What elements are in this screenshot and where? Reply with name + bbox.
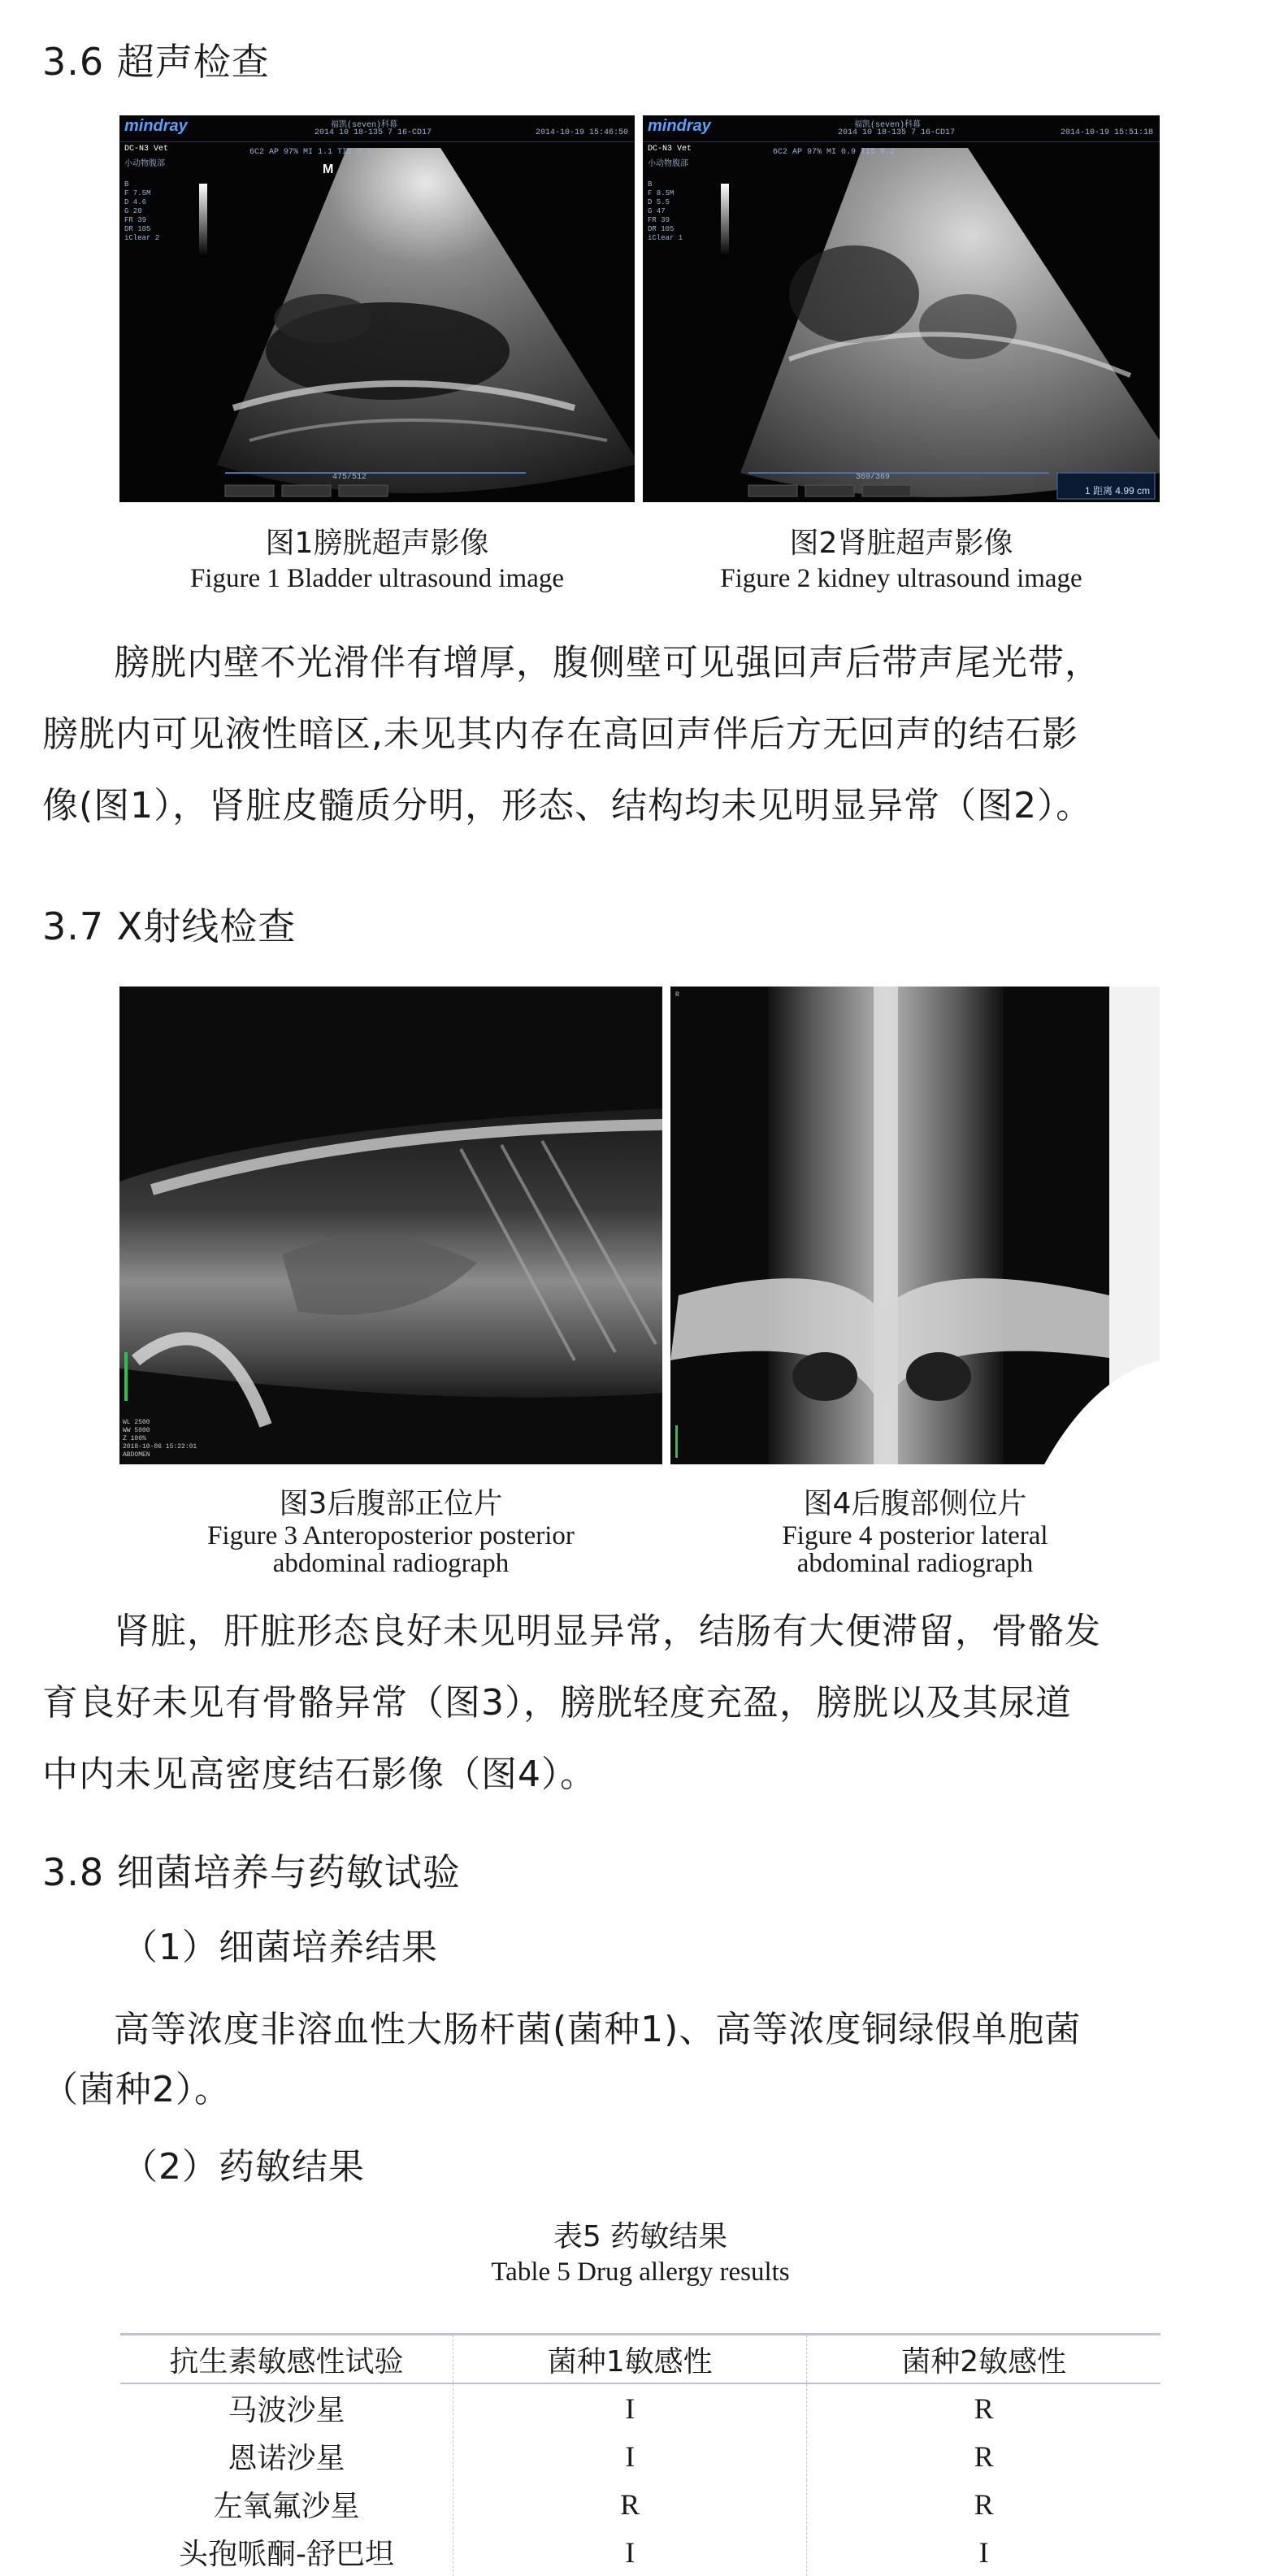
table-header-row bbox=[120, 2335, 1160, 2384]
figure-4-caption-en-line2: abdominal radiograph bbox=[796, 1549, 1034, 1578]
grayscale-bar bbox=[721, 184, 729, 257]
ultrasound-scan-graphic bbox=[119, 115, 635, 502]
strain2-sensitivity-cell: R bbox=[807, 2480, 1160, 2528]
ultrasound-frame-counter: 475/512 bbox=[332, 473, 367, 482]
figure-4-caption-zh: 图4后腹部侧位片 bbox=[803, 1487, 1027, 1520]
ultrasound-datetime: 2014-10-19 15:46:50 bbox=[535, 128, 628, 137]
drug-name-cell: 马波沙星 bbox=[228, 2394, 345, 2427]
section-heading-3-6: 3.6 超声检查 bbox=[42, 40, 270, 84]
paragraph-line: 高等浓度非溶血性大肠杆菌(菌种1)、高等浓度铜绿假单胞菌 bbox=[114, 2009, 1082, 2050]
ultrasound-model: DC-N3 Vet bbox=[124, 145, 169, 154]
strain1-sensitivity-cell: I bbox=[453, 2383, 807, 2432]
figure-3-caption-en-line1: Figure 3 Anteroposterior posterior bbox=[207, 1521, 575, 1550]
strain2-sensitivity-cell: I bbox=[807, 2528, 1160, 2576]
paragraph-line: 像(图1），肾脏皮髓质分明，形态、结构均未见明显异常（图2）。 bbox=[42, 785, 1093, 826]
bladder-ultrasound-image bbox=[119, 115, 635, 502]
kidney-ultrasound-image bbox=[643, 115, 1160, 502]
mindray-logo: mindray bbox=[124, 117, 188, 135]
strain1-sensitivity-cell: I bbox=[453, 2528, 807, 2576]
ultrasound-parameters: B F 8.5M D 5.5 G 47 FR 39 DR 105 iClear 1 bbox=[648, 180, 683, 242]
table-row bbox=[120, 2383, 1160, 2432]
figure-3-caption-zh: 图3后腹部正位片 bbox=[279, 1487, 503, 1520]
table-5-caption-en: Table 5 Drug allergy results bbox=[491, 2257, 790, 2287]
radiograph-marker: R bbox=[675, 991, 679, 999]
lateral-radiograph-image bbox=[670, 987, 1160, 1464]
anteroposterior-radiograph-image bbox=[119, 987, 662, 1464]
table-row bbox=[120, 2480, 1160, 2528]
drug-sensitivity-table bbox=[120, 2333, 1160, 2576]
radiograph-graphic bbox=[670, 987, 1160, 1464]
strain1-sensitivity-cell: I bbox=[453, 2432, 807, 2480]
grayscale-bar bbox=[199, 184, 207, 257]
orientation-marker-icon: M bbox=[323, 163, 334, 176]
distance-measurement: 1 距离 4.99 cm bbox=[1084, 485, 1150, 497]
figure-1-caption-en: Figure 1 Bladder ultrasound image bbox=[189, 564, 565, 593]
drug-name-cell: 左氧氟沙星 bbox=[213, 2490, 360, 2523]
radiograph-graphic bbox=[119, 987, 662, 1464]
ultrasound-probe-info: 6C2 AP 97% MI 0.9 TIS 0.2 bbox=[773, 148, 896, 157]
ultrasound-frame-counter: 369/369 bbox=[856, 473, 891, 482]
section-heading-3-7: 3.7 X射线检查 bbox=[42, 904, 297, 948]
ultrasound-exam-id: 2014 10 18-135 7 16-CD17 bbox=[838, 128, 956, 137]
strain2-sensitivity-cell: R bbox=[807, 2383, 1160, 2432]
ultrasound-department: 小动物腹部 bbox=[124, 160, 165, 169]
ultrasound-scan-graphic bbox=[643, 115, 1160, 502]
ultrasound-department: 小动物腹部 bbox=[648, 160, 688, 169]
drug-name-cell: 头孢哌酮-舒巴坦 bbox=[179, 2538, 395, 2571]
ultrasound-exam-id: 2014 10 18-135 7 16-CD17 bbox=[314, 128, 432, 137]
mindray-logo: mindray bbox=[648, 117, 711, 135]
drug-name-cell: 恩诺沙星 bbox=[228, 2442, 345, 2475]
ultrasound-findings-paragraph bbox=[42, 627, 1237, 842]
ultrasound-title: 福凯(seven)科幕 bbox=[331, 121, 398, 130]
strain2-sensitivity-cell: R bbox=[807, 2432, 1160, 2480]
ultrasound-model: DC-N3 Vet bbox=[648, 145, 692, 154]
ultrasound-probe-info: 6C2 AP 97% MI 1.1 TIS 0.2 bbox=[249, 148, 372, 157]
column-header-antibiotic: 抗生素敏感性试验 bbox=[120, 2335, 453, 2384]
culture-results-paragraph bbox=[42, 1994, 1237, 2114]
column-header-strain2: 菌种2敏感性 bbox=[807, 2335, 1160, 2384]
figure-4-caption-en-line1: Figure 4 posterior lateral bbox=[782, 1521, 1048, 1550]
paragraph-line: 中内未见高密度结石影像（图4）。 bbox=[42, 1754, 596, 1795]
table-5-caption-zh: 表5 药敏结果 bbox=[553, 2220, 728, 2253]
paragraph-line: 育良好未见有骨骼异常（图3），膀胱轻度充盈，膀胱以及其尿道 bbox=[42, 1682, 1072, 1724]
column-header-strain1: 菌种1敏感性 bbox=[453, 2335, 807, 2384]
ultrasound-datetime: 2014-10-19 15:51:18 bbox=[1060, 128, 1153, 137]
radiograph-findings-paragraph bbox=[42, 1596, 1237, 1811]
figure-2-caption-en: Figure 2 kidney ultrasound image bbox=[720, 564, 1082, 593]
paragraph-line: 膀胱内可见液性暗区,未见其内存在高回声伴后方无回声的结石影 bbox=[42, 713, 1078, 755]
paragraph-line: 肾脏，肝脏形态良好未见明显异常，结肠有大便滞留，骨骼发 bbox=[114, 1611, 1101, 1652]
radiograph-overlay-info: WL 2500 WW 5000 Z 100% 2018-10-06 15:22:01 ABDOMEN bbox=[123, 1419, 197, 1459]
ultrasound-title: 福凯(seven)科幕 bbox=[854, 121, 922, 130]
table-row bbox=[120, 2432, 1160, 2480]
figure-1-caption-zh: 图1膀胱超声影像 bbox=[265, 527, 489, 560]
strain1-sensitivity-cell: R bbox=[453, 2480, 807, 2528]
table-row bbox=[120, 2528, 1160, 2576]
figure-2-caption-zh: 图2肾脏超声影像 bbox=[789, 527, 1013, 560]
subheading-culture-results: （1）细菌培养结果 bbox=[122, 1927, 438, 1968]
section-heading-3-8: 3.8 细菌培养与药敏试验 bbox=[42, 1850, 461, 1894]
subheading-drug-results: （2）药敏结果 bbox=[122, 2146, 365, 2188]
figure-3-caption-en-line2: abdominal radiograph bbox=[272, 1549, 510, 1578]
ultrasound-parameters: B F 7.5M D 4.6 G 20 FR 39 DR 105 iClear 2 bbox=[124, 180, 160, 242]
paragraph-line: 膀胱内壁不光滑伴有增厚，腹侧壁可见强回声后带声尾光带， bbox=[114, 642, 1101, 683]
paragraph-line: （菌种2）。 bbox=[42, 2069, 231, 2110]
